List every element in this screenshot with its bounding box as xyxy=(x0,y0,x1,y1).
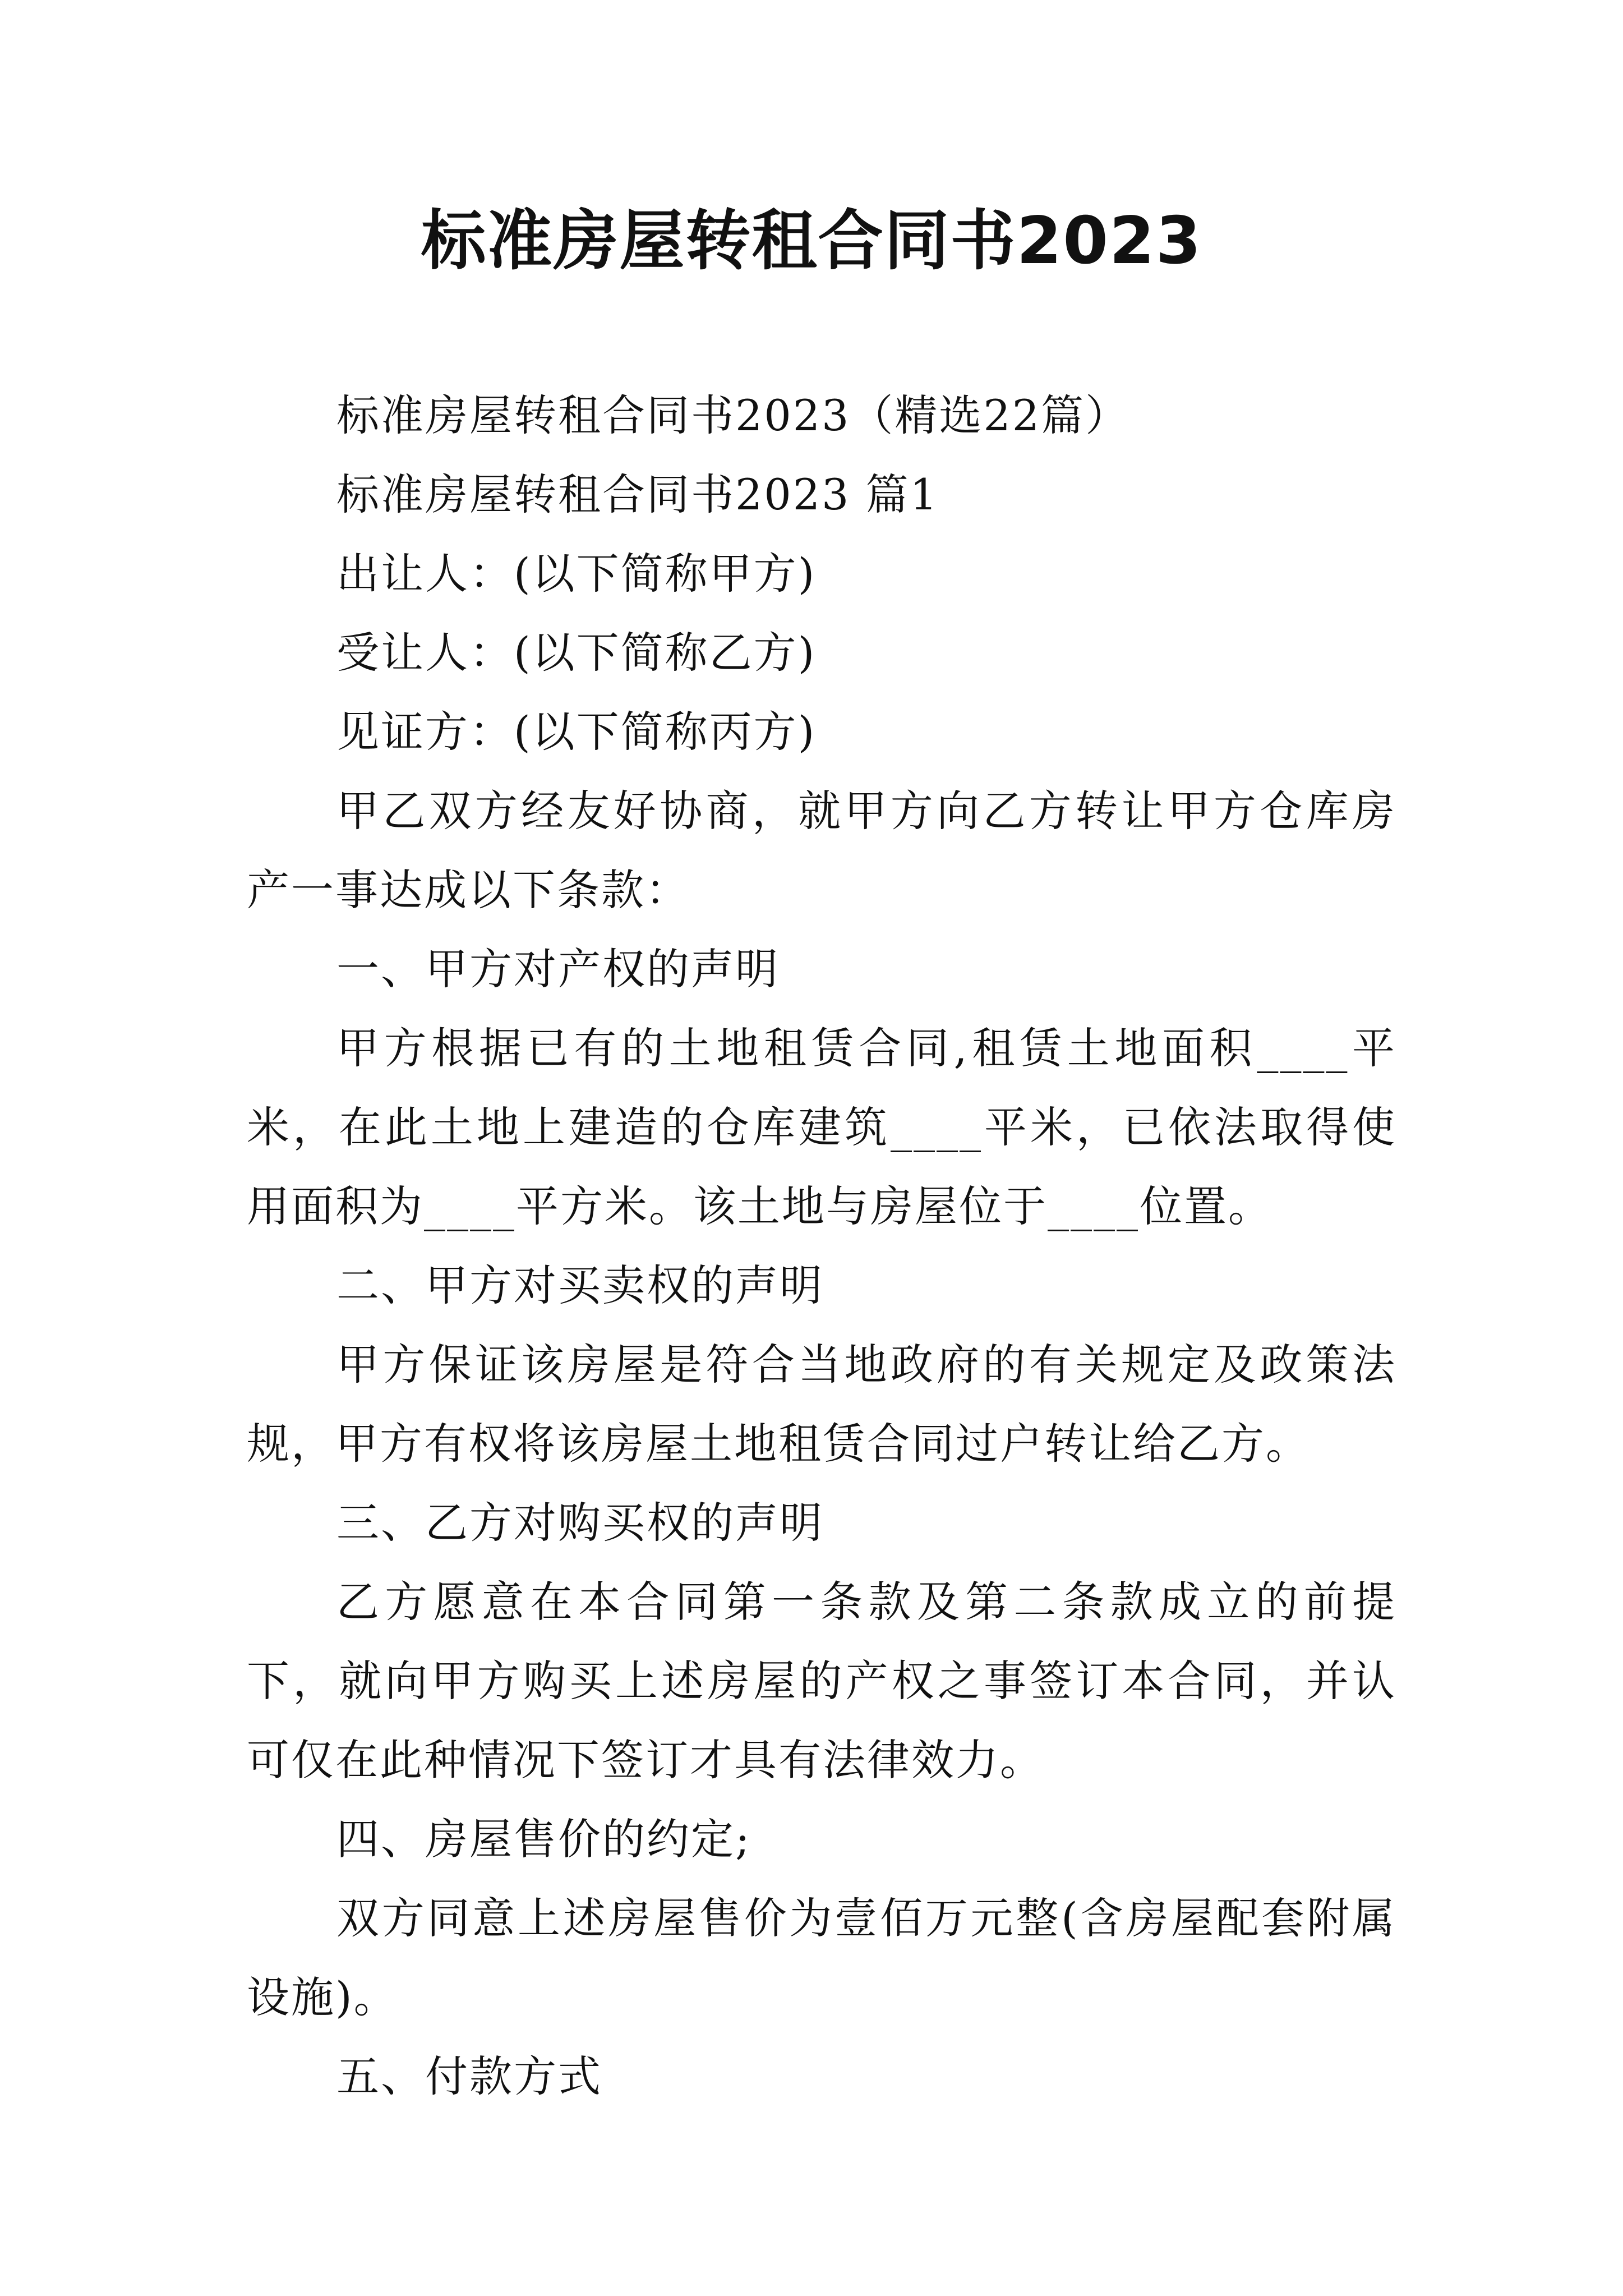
paragraph-transferor: 出让人：(以下简称甲方) xyxy=(336,549,817,599)
clause-5-heading: 五、付款方式 xyxy=(336,2051,602,2101)
clause-4-heading: 四、房屋售价的约定; xyxy=(336,1814,751,1864)
paragraph-witness: 见证方：(以下简称丙方) xyxy=(336,707,817,757)
paragraph-intro: 甲乙双方经友好协商，就甲方向乙方转让甲方仓库房产一事达成以下条款： xyxy=(247,786,1396,915)
clause-2-body: 甲方保证该房屋是符合当地政府的有关规定及政策法规，甲方有权将该房屋土地租赁合同过户转让给乙方。 xyxy=(247,1340,1396,1469)
clause-3-heading: 三、乙方对购买权的声明 xyxy=(336,1498,824,1548)
paragraph-subtitle: 标准房屋转租合同书2023（精选22篇） xyxy=(336,390,1130,440)
clause-4-body: 双方同意上述房屋售价为壹佰万元整(含房屋配套附属设施)。 xyxy=(247,1893,1396,2022)
clause-1-heading: 一、甲方对产权的声明 xyxy=(336,944,780,994)
paragraph-transferee: 受让人：(以下简称乙方) xyxy=(336,628,817,678)
clause-2-heading: 二、甲方对买卖权的声明 xyxy=(336,1260,824,1310)
clause-1-body: 甲方根据已有的土地租赁合同,租赁土地面积____平米，在此土地上建造的仓库建筑____平米，已依法取得使用面积为____平方米。该土地与房屋位于____位置。 xyxy=(247,1023,1396,1231)
document-title: 标准房屋转租合同书2023 xyxy=(421,203,1202,279)
clause-3-body: 乙方愿意在本合同第一条款及第二条款成立的前提下，就向甲方购买上述房屋的产权之事签订本合同，并认可仅在此种情况下签订才具有法律效力。 xyxy=(247,1577,1396,1785)
paragraph-section-heading: 标准房屋转租合同书2023 篇1 xyxy=(336,470,939,519)
document-body xyxy=(247,376,1396,2116)
